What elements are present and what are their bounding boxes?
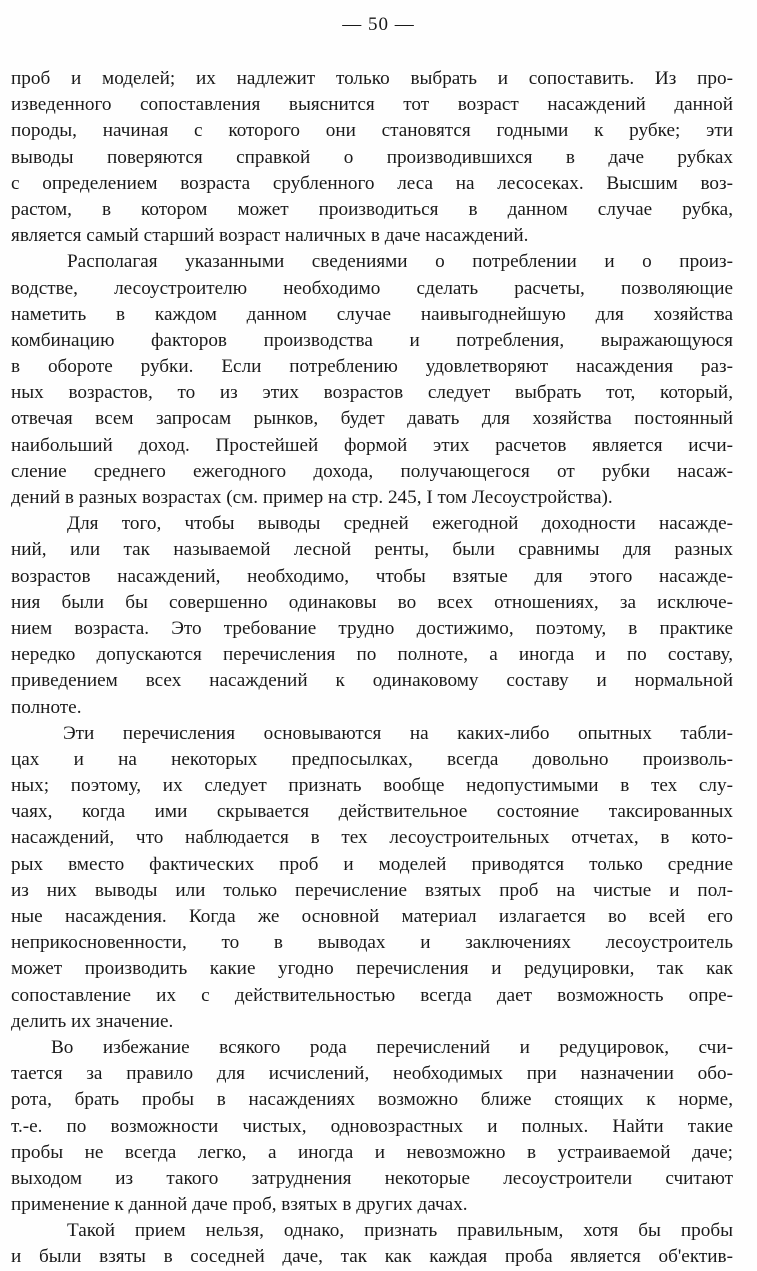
text-line: рых вместо фактических проб и моделей приводятся только средние [11,853,733,875]
text-line: Располагая указанными сведениями о потреблении и о произ- [67,251,733,273]
paragraph [11,721,733,1035]
text-line: отвечая всем запросам рынков, будет давать для хозяйства постоянный [11,408,733,430]
text-line: ний, или так называемой лесной ренты, были сравнимы для разных [11,539,733,561]
text-line: из них выводы или только перечисление взятых проб на чистые и пол- [11,879,733,901]
text-line: ния были бы совершенно одинаковы во всех отношениях, за исключе- [11,591,733,613]
paragraph [11,66,733,249]
text-line: полноте. [11,696,82,718]
paragraph [11,1218,733,1270]
text-line: в обороте рубки. Если потреблению удовлетворяют насаждения раз- [11,356,733,378]
text-line: выходом из такого затруднения некоторые лесоустроители считают [11,1167,733,1189]
text-line: ные насаждения. Когда же основной материал излагается во всей его [11,906,733,927]
text-line: наметить в каждом данном случае наивыгоднейшую для хозяйства [11,303,733,325]
text-line: ных; поэтому, их следует признать вообще недопустимыми в тех слу- [11,775,733,797]
text-line: водстве, лесоустроителю необходимо сделать расчеты, позволяющие [11,277,733,299]
text-line: может производить какие угодно перечисления и редуцировки, так как [11,958,733,980]
text-line: проб и моделей; их надлежит только выбрать и сопоставить. Из про- [11,68,733,89]
text-line: Во избежание всякого рода перечислений и редуцировок, счи- [51,1036,733,1058]
text-line: насаждений, что наблюдается в тех лесоустроительных отчетах, в кото- [11,827,733,849]
page-number: — 50 — [342,14,415,35]
text-line: пробы не всегда легко, а иногда и невозможно в устраиваемой даче; [11,1141,733,1163]
text-line: чаях, когда ими скрывается действительное состояние таксированных [11,801,733,823]
text-line: комбинацию факторов производства и потребления, выражающуюся [11,329,733,351]
text-line: ных возрастов, то из этих возрастов следует выбрать тот, который, [11,382,733,404]
text-line: цах и на некоторых предпосылках, всегда довольно произволь- [11,748,733,770]
text-line: возрастов насаждений, необходимо, чтобы взятые для этого насажде- [11,565,733,587]
text-line: и были взяты в соседней даче, так как каждая проба является об'ектив- [11,1246,733,1268]
text-line: делить их значение. [11,1010,174,1032]
text-line: выводы поверяются справкой о производившихся в даче рубках [11,146,733,168]
text-line: неприкосновенности, то в выводах и заключениях лесоустроитель [11,932,733,954]
text-line: является самый старший возраст наличных в даче насаждений. [11,225,529,247]
text-line: Эти перечисления основываются на каких-либо опытных табли- [63,722,733,744]
text-line: сопоставление их с действительностью всегда дает возможность опре- [11,984,733,1006]
text-line: с определением возраста срубленного леса на лесосеках. Высшим воз- [11,172,733,194]
text-line: применение к данной даче проб, взятых в других дачах. [11,1194,468,1216]
text-line: Для того, чтобы выводы средней ежегодной доходности насажде- [67,513,733,535]
paragraph [11,511,733,721]
text-line: рота, брать пробы в насаждениях возможно ближе стоящих к норме, [11,1089,733,1111]
text-line: наибольший доход. Простейшей формой этих расчетов является исчи- [11,434,733,456]
body-text [11,66,733,1271]
paragraph [11,1035,733,1218]
text-line: сление среднего ежегодного дохода, получающегося от рубки насаж- [11,460,733,482]
text-line: тается за правило для исчислений, необходимых при назначении обо- [11,1063,733,1085]
text-line: нием возраста. Это требование трудно достижимо, поэтому, в практике [11,617,733,639]
text-line: изведенного сопоставления выяснится тот возраст насаждений данной [11,94,733,116]
text-line: приведением всех насаждений к одинаковому составу и нормальной [11,670,733,692]
text-line: растом, в котором может производиться в данном случае рубка, [11,198,733,220]
text-line: нередко допускаются перечисления по полноте, а иногда и по составу, [11,644,733,666]
text-line: дений в разных возрастах (см. пример на стр. 245, I том Лесоустройства). [11,487,613,508]
text-line: Такой прием нельзя, однако, признать правильным, хотя бы пробы [67,1220,733,1242]
text-line: породы, начиная с которого они становятся годными к рубке; эти [11,120,733,142]
text-line: т.-е. по возможности чистых, одновозрастных и полных. Найти такие [11,1115,733,1137]
paragraph [11,249,733,511]
